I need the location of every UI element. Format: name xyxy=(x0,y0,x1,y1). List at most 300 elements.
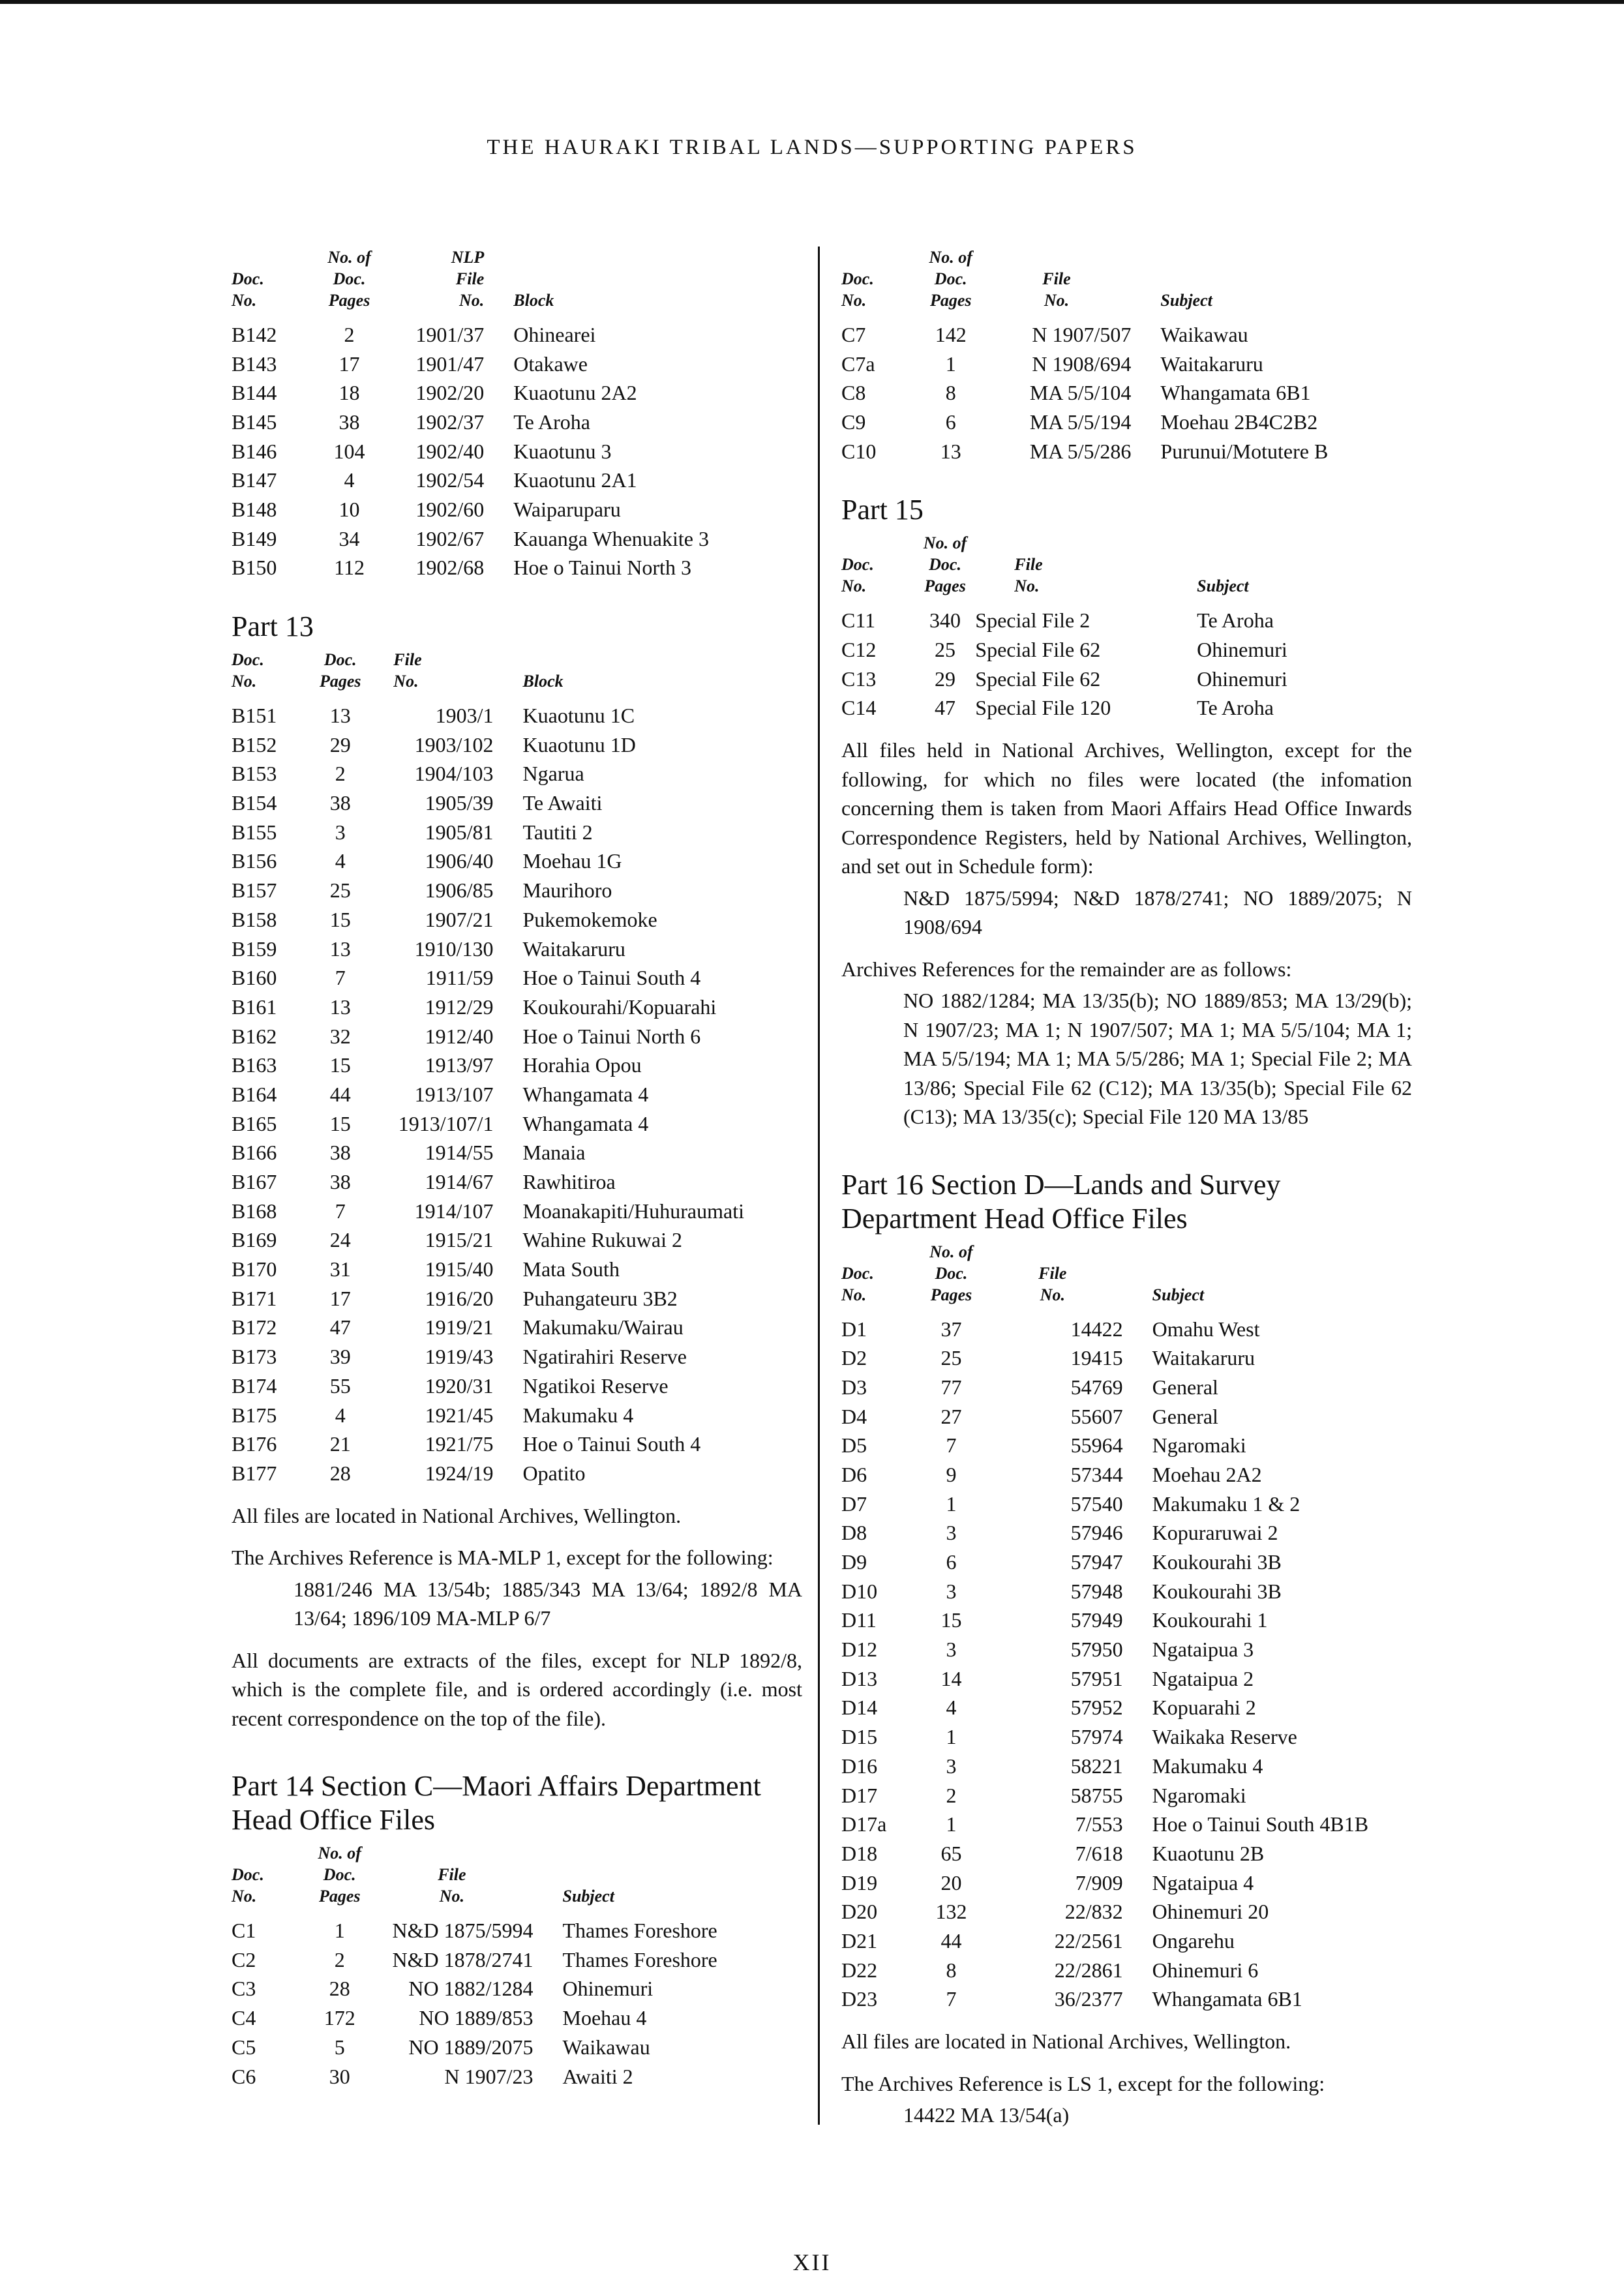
block-cell: Hoe o Tainui North 3 xyxy=(513,556,691,580)
file-no-cell: 57948 xyxy=(1070,1579,1123,1603)
doc-no-cell: B177 xyxy=(232,1461,277,1485)
table-row xyxy=(841,1577,1412,1606)
doc-no-cell: B163 xyxy=(232,1053,277,1077)
file-no-cell: 1916/20 xyxy=(425,1286,494,1310)
file-no-cell: 1905/39 xyxy=(425,791,494,815)
table-row xyxy=(232,963,802,993)
doc-pages-cell: 24 xyxy=(329,1228,351,1252)
doc-no-cell: C3 xyxy=(232,1977,256,2001)
doc-no-cell: D15 xyxy=(841,1725,878,1749)
doc-pages-cell: 30 xyxy=(329,2064,350,2088)
doc-no-cell: D5 xyxy=(841,1433,867,1458)
col-subject: Subject xyxy=(1197,576,1249,596)
table-row xyxy=(841,1548,1412,1577)
file-no-cell: 1906/40 xyxy=(425,849,494,873)
doc-pages-cell: 7 xyxy=(335,1199,346,1223)
doc-pages-cell: 8 xyxy=(945,381,956,405)
doc-pages-cell: 17 xyxy=(338,352,360,376)
doc-no-cell: B150 xyxy=(232,556,277,580)
doc-pages-cell: 39 xyxy=(329,1345,351,1369)
column-divider xyxy=(818,247,820,2125)
part-15-note-1: All files held in National Archives, Wellington, except for the following, for which no files were located (the infomation concerning them is taken from Maori Affairs Head Office Inwards Correspondence Registers, held by National Archives, Wellington, and set out in Schedule form): xyxy=(841,738,1412,878)
file-no-cell: Special File 62 xyxy=(975,637,1101,661)
file-no-cell: 1902/68 xyxy=(415,556,485,580)
col-doc-no: Doc. No. xyxy=(841,1263,874,1304)
table-row xyxy=(232,2033,802,2062)
file-no-cell: 7/909 xyxy=(1075,1870,1123,1894)
file-no-cell: NO 1882/1284 xyxy=(408,1977,534,2001)
block-cell: Purunui/Motutere B xyxy=(1160,439,1329,463)
doc-pages-cell: 37 xyxy=(940,1317,962,1341)
file-no-cell: 7/618 xyxy=(1075,1841,1123,1865)
file-no-cell: 1914/107 xyxy=(414,1199,494,1223)
block-cell: Ngaromaki xyxy=(1152,1433,1246,1458)
block-cell: Koukourahi 1 xyxy=(1152,1608,1268,1632)
block-cell: Moanakapiti/Huhuraumati xyxy=(522,1199,744,1223)
doc-no-cell: D13 xyxy=(841,1666,878,1690)
file-no-cell: MA 5/5/194 xyxy=(1029,410,1132,434)
doc-pages-cell: 38 xyxy=(338,410,360,434)
file-no-cell: 1901/37 xyxy=(415,322,485,346)
part-16-note-1: All files are located in National Archives, Wellington. xyxy=(841,2029,1291,2054)
block-cell: Koukourahi/Kopuarahi xyxy=(522,995,717,1019)
col-file-no: File No. xyxy=(1014,555,1043,596)
block-cell: Ngataipua 3 xyxy=(1152,1638,1254,1662)
table-row xyxy=(232,1080,802,1109)
table-row xyxy=(841,1635,1412,1664)
block-cell: Maurihoro xyxy=(522,878,612,903)
doc-pages-cell: 55 xyxy=(329,1373,351,1398)
block-cell: Awaiti 2 xyxy=(562,2064,633,2088)
doc-no-cell: B172 xyxy=(232,1315,277,1340)
doc-no-cell: C8 xyxy=(841,381,866,405)
table-part-16 xyxy=(841,1241,1412,2014)
doc-no-cell: D23 xyxy=(841,1987,878,2011)
page-number: XII xyxy=(792,2249,832,2275)
col-doc-pages: No. of Doc. Pages xyxy=(923,533,967,596)
table-row xyxy=(232,1313,802,1343)
col-block: Block xyxy=(522,672,564,691)
table-row xyxy=(841,1606,1412,1636)
table-row xyxy=(232,1109,802,1139)
table-row xyxy=(841,665,1412,694)
doc-pages-cell: 4 xyxy=(335,1403,346,1427)
doc-pages-cell: 3 xyxy=(335,820,346,844)
doc-pages-cell: 104 xyxy=(333,439,365,463)
file-no-cell: N 1907/23 xyxy=(444,2064,534,2088)
file-no-cell: 1910/130 xyxy=(414,936,494,961)
doc-no-cell: C4 xyxy=(232,2006,256,2030)
doc-no-cell: B157 xyxy=(232,878,277,903)
table-row xyxy=(232,905,802,935)
doc-pages-cell: 142 xyxy=(935,322,967,346)
table-row xyxy=(232,466,802,495)
doc-no-cell: B169 xyxy=(232,1228,277,1252)
col-doc-pages: No. of Doc. Pages xyxy=(327,248,371,310)
table-row xyxy=(232,408,802,437)
file-no-cell: 1911/59 xyxy=(425,966,494,990)
table-row xyxy=(841,694,1412,723)
col-doc-no: Doc. No. xyxy=(232,650,264,691)
part-15-note-1-list: N&D 1875/5994; N&D 1878/2741; NO 1889/2075; N 1908/694 xyxy=(903,886,1412,939)
doc-pages-cell: 15 xyxy=(940,1608,962,1632)
block-cell: Wahine Rukuwai 2 xyxy=(522,1228,682,1252)
doc-no-cell: C7a xyxy=(841,352,875,376)
doc-pages-cell: 25 xyxy=(935,637,956,661)
block-cell: Puhangateuru 3B2 xyxy=(522,1286,678,1310)
doc-pages-cell: 2 xyxy=(946,1783,957,1807)
doc-pages-cell: 13 xyxy=(329,704,351,728)
col-doc-no: Doc. No. xyxy=(232,1865,264,1906)
block-cell: Kauanga Whenuakite 3 xyxy=(513,526,709,550)
file-no-cell: 19415 xyxy=(1070,1346,1123,1370)
doc-no-cell: B161 xyxy=(232,995,277,1019)
file-no-cell: 1913/107 xyxy=(414,1082,494,1106)
file-no-cell: 7/553 xyxy=(1075,1812,1123,1836)
doc-no-cell: D22 xyxy=(841,1958,878,1982)
col-file-no: File No. xyxy=(1038,1263,1067,1304)
file-no-cell: Special File 2 xyxy=(975,608,1090,633)
doc-pages-cell: 28 xyxy=(329,1461,351,1485)
file-no-cell: Special File 62 xyxy=(975,666,1101,691)
table-row xyxy=(841,1373,1412,1402)
part-13-note-1: All files are located in National Archives, Wellington. xyxy=(232,1503,682,1527)
table-row xyxy=(232,847,802,876)
file-no-cell: 1902/20 xyxy=(415,381,485,405)
doc-no-cell: B173 xyxy=(232,1345,277,1369)
block-cell: Hoe o Tainui North 6 xyxy=(522,1024,701,1048)
doc-no-cell: B146 xyxy=(232,439,277,463)
file-no-cell: 1905/81 xyxy=(425,820,494,844)
file-no-cell: 1912/40 xyxy=(425,1024,494,1048)
doc-no-cell: D18 xyxy=(841,1841,878,1865)
table-row xyxy=(841,1868,1412,1898)
running-head: THE HAURAKI TRIBAL LANDS—SUPPORTING PAPERS xyxy=(487,136,1137,159)
part-15-note-2-list: NO 1882/1284; MA 13/35(b); NO 1889/853; MA 13/29(b); N 1907/23; MA 1; N 1907/507; MA 1; MA 5/5/104; MA 1; MA 5/5/194; MA 1; MA 5/5/286; MA 1; Special File 2; MA 13/86; Special File 62 (C12); MA 13/35(b); Special File 62 (C13); MA 13/35(c); Special File 120 MA 13/85 xyxy=(903,989,1412,1129)
file-no-cell: 58221 xyxy=(1070,1754,1123,1778)
block-cell: Kuaotunu 2B xyxy=(1152,1841,1265,1865)
table-row xyxy=(232,876,802,905)
table-row xyxy=(841,1752,1412,1781)
part-16-note-2-list: 14422 MA 13/54(a) xyxy=(903,2103,1070,2127)
doc-pages-cell: 1 xyxy=(334,1919,345,1943)
block-cell: Ohinemuri xyxy=(562,1977,654,2001)
doc-pages-cell: 47 xyxy=(935,696,956,720)
table-row xyxy=(841,1343,1412,1373)
block-cell: Makumaku 1 & 2 xyxy=(1152,1491,1301,1516)
block-cell: Hoe o Tainui South 4 xyxy=(522,1432,701,1456)
table-part-14 xyxy=(232,1842,802,2091)
doc-no-cell: B166 xyxy=(232,1141,277,1165)
table-row xyxy=(841,437,1412,466)
doc-no-cell: B175 xyxy=(232,1403,277,1427)
file-no-cell: 1902/60 xyxy=(415,497,485,521)
doc-no-cell: D20 xyxy=(841,1900,878,1924)
table-row xyxy=(232,1916,802,1945)
block-cell: Makumaku 4 xyxy=(1152,1754,1263,1778)
doc-no-cell: B170 xyxy=(232,1257,277,1281)
doc-pages-cell: 47 xyxy=(329,1315,351,1340)
left-column xyxy=(232,247,802,2091)
file-no-cell: 22/2561 xyxy=(1054,1928,1123,1953)
table-row xyxy=(841,606,1412,635)
doc-pages-cell: 1 xyxy=(946,1812,957,1836)
doc-no-cell: C1 xyxy=(232,1919,256,1943)
block-cell: Thames Foreshore xyxy=(562,1947,717,1971)
file-no-cell: N 1908/694 xyxy=(1032,352,1132,376)
col-file-no: File No. xyxy=(438,1865,466,1906)
doc-no-cell: D11 xyxy=(841,1608,877,1632)
doc-pages-cell: 18 xyxy=(338,381,360,405)
table-row xyxy=(232,1255,802,1284)
table-row xyxy=(232,1022,802,1051)
file-no-cell: N 1907/507 xyxy=(1032,322,1132,346)
col-doc-pages: Doc. Pages xyxy=(319,650,361,691)
block-cell: Moehau 2A2 xyxy=(1152,1462,1262,1486)
doc-no-cell: B154 xyxy=(232,791,277,815)
block-cell: Koukourahi 3B xyxy=(1152,1550,1282,1574)
table-row xyxy=(232,1342,802,1371)
file-no-cell: 1902/37 xyxy=(415,410,485,434)
block-cell: Moehau 1G xyxy=(522,849,622,873)
doc-no-cell: C10 xyxy=(841,439,877,463)
part-16-heading: Part 16 Section D—Lands and Survey Department Head Office Files xyxy=(841,1168,1281,1235)
block-cell: Opatito xyxy=(522,1461,586,1485)
col-doc-no: Doc. No. xyxy=(841,555,874,596)
doc-no-cell: B149 xyxy=(232,526,277,550)
file-no-cell: 1913/107/1 xyxy=(398,1111,494,1135)
table-row xyxy=(232,378,802,408)
table-row xyxy=(232,1051,802,1080)
file-no-cell: 57946 xyxy=(1070,1521,1123,1545)
file-no-cell: 1919/21 xyxy=(425,1315,494,1340)
table-row xyxy=(841,320,1412,350)
doc-no-cell: D4 xyxy=(841,1404,867,1428)
doc-pages-cell: 13 xyxy=(329,995,351,1019)
table-row xyxy=(232,2062,802,2091)
col-subject: Subject xyxy=(562,1887,614,1906)
block-cell: Te Aroha xyxy=(1197,608,1274,633)
table-part-13 xyxy=(232,649,802,1488)
table-row xyxy=(232,495,802,524)
file-no-cell: 57947 xyxy=(1070,1550,1123,1574)
file-no-cell: 1915/21 xyxy=(425,1228,494,1252)
col-file-no: File No. xyxy=(393,650,422,691)
doc-no-cell: D3 xyxy=(841,1375,867,1399)
doc-no-cell: D7 xyxy=(841,1491,867,1516)
table-row xyxy=(232,554,802,583)
block-cell: Kuaotunu 1C xyxy=(522,704,635,728)
block-cell: Thames Foreshore xyxy=(562,1919,717,1943)
file-no-cell: 1912/29 xyxy=(425,995,494,1019)
doc-no-cell: B165 xyxy=(232,1111,277,1135)
table-row xyxy=(232,1139,802,1168)
doc-no-cell: B147 xyxy=(232,468,277,492)
file-no-cell: 1914/67 xyxy=(425,1170,494,1194)
table-row xyxy=(841,350,1412,379)
part-13-note-2: The Archives Reference is MA-MLP 1, except for the following: xyxy=(232,1546,774,1570)
block-cell: Manaia xyxy=(522,1141,586,1165)
file-no-cell: 1914/55 xyxy=(425,1141,494,1165)
file-no-cell: 57949 xyxy=(1070,1608,1123,1632)
doc-no-cell: B171 xyxy=(232,1286,277,1310)
col-doc-pages: No. of Doc. Pages xyxy=(318,1844,361,1906)
table-row xyxy=(232,1284,802,1313)
doc-pages-cell: 2 xyxy=(335,762,346,786)
doc-pages-cell: 10 xyxy=(338,497,360,521)
doc-no-cell: B152 xyxy=(232,732,277,756)
doc-pages-cell: 5 xyxy=(334,2035,345,2059)
doc-no-cell: B155 xyxy=(232,820,277,844)
doc-no-cell: D1 xyxy=(841,1317,867,1341)
doc-pages-cell: 4 xyxy=(344,468,355,492)
block-cell: Kuaotunu 1D xyxy=(522,732,636,756)
table-row xyxy=(841,1781,1412,1810)
block-cell: Omahu West xyxy=(1152,1317,1260,1341)
doc-pages-cell: 340 xyxy=(929,608,961,633)
col-subject: Subject xyxy=(1160,291,1212,310)
doc-no-cell: B145 xyxy=(232,410,277,434)
doc-no-cell: C5 xyxy=(232,2035,256,2059)
doc-pages-cell: 31 xyxy=(329,1257,351,1281)
block-cell: Waitakaruru xyxy=(1152,1346,1255,1370)
doc-no-cell: B158 xyxy=(232,907,277,931)
block-cell: Ohinearei xyxy=(513,322,596,346)
doc-pages-cell: 44 xyxy=(329,1082,351,1106)
table-row xyxy=(232,437,802,466)
table-row xyxy=(232,524,802,554)
file-no-cell: 36/2377 xyxy=(1054,1987,1123,2011)
file-no-cell: 22/2861 xyxy=(1054,1958,1123,1982)
block-cell: Pukemokemoke xyxy=(522,907,657,931)
doc-pages-cell: 13 xyxy=(940,439,961,463)
block-cell: Makumaku 4 xyxy=(522,1403,634,1427)
table-row xyxy=(841,1315,1412,1344)
file-no-cell: 1919/43 xyxy=(425,1345,494,1369)
doc-pages-cell: 3 xyxy=(946,1579,957,1603)
doc-no-cell: D17 xyxy=(841,1783,878,1807)
block-cell: Whangamata 4 xyxy=(522,1111,649,1135)
doc-no-cell: B148 xyxy=(232,497,277,521)
doc-pages-cell: 7 xyxy=(946,1987,957,2011)
block-cell: Whangamata 6B1 xyxy=(1160,381,1311,405)
doc-no-cell: B142 xyxy=(232,322,277,346)
block-cell: Hoe o Tainui South 4 xyxy=(522,966,701,990)
part-13-note-3: All documents are extracts of the files, except for NLP 1892/8, which is the complete file, and is ordered accordingly (i.e. most recent correspondence on the top of the file). xyxy=(232,1648,802,1730)
file-no-cell: 1921/75 xyxy=(425,1432,494,1456)
doc-no-cell: D8 xyxy=(841,1521,867,1545)
doc-no-cell: B153 xyxy=(232,762,277,786)
file-no-cell: 1902/67 xyxy=(415,526,485,550)
block-cell: General xyxy=(1152,1375,1218,1399)
table-row xyxy=(841,1956,1412,1985)
table-row xyxy=(232,2003,802,2033)
table-row xyxy=(841,1839,1412,1868)
doc-pages-cell: 15 xyxy=(329,1111,351,1135)
doc-pages-cell: 20 xyxy=(940,1870,962,1894)
block-cell: Waiparuparu xyxy=(513,497,621,521)
block-cell: Ngataipua 4 xyxy=(1152,1870,1254,1894)
doc-pages-cell: 8 xyxy=(946,1958,957,1982)
doc-no-cell: D19 xyxy=(841,1870,878,1894)
doc-no-cell: C14 xyxy=(841,696,877,720)
file-no-cell: 22/832 xyxy=(1064,1900,1123,1924)
doc-pages-cell: 65 xyxy=(940,1841,962,1865)
table-row xyxy=(841,1519,1412,1548)
doc-pages-cell: 34 xyxy=(338,526,360,550)
doc-no-cell: D16 xyxy=(841,1754,878,1778)
block-cell: Waitakaruru xyxy=(522,936,625,961)
table-part-15 xyxy=(841,532,1412,723)
doc-pages-cell: 1 xyxy=(946,1725,957,1749)
file-no-cell: 58755 xyxy=(1070,1783,1123,1807)
doc-pages-cell: 2 xyxy=(344,322,355,346)
file-no-cell: 1921/45 xyxy=(425,1403,494,1427)
file-no-cell: N&D 1875/5994 xyxy=(392,1919,534,1943)
part-15-note-2: Archives References for the remainder are as follows: xyxy=(841,957,1292,981)
doc-no-cell: D21 xyxy=(841,1928,878,1953)
file-no-cell: 1902/54 xyxy=(415,468,485,492)
doc-pages-cell: 32 xyxy=(329,1024,351,1048)
doc-pages-cell: 6 xyxy=(945,410,956,434)
col-file-no: NLP File No. xyxy=(451,248,485,310)
col-block: Block xyxy=(513,291,554,310)
table-row xyxy=(841,1985,1412,2014)
doc-pages-cell: 38 xyxy=(329,1170,351,1194)
file-no-cell: 55607 xyxy=(1070,1404,1123,1428)
block-cell: Kuaotunu 2A1 xyxy=(513,468,637,492)
doc-pages-cell: 38 xyxy=(329,1141,351,1165)
part-14-heading: Part 14 Section C—Maori Affairs Department Head Office Files xyxy=(232,1770,761,1836)
doc-no-cell: B176 xyxy=(232,1432,277,1456)
block-cell: Ngatirahiri Reserve xyxy=(522,1345,687,1369)
block-cell: Te Aroha xyxy=(1197,696,1274,720)
doc-pages-cell: 29 xyxy=(935,666,956,691)
doc-no-cell: B151 xyxy=(232,704,277,728)
table-row xyxy=(841,1897,1412,1926)
file-no-cell: 1901/47 xyxy=(415,352,485,376)
block-cell: Ngatikoi Reserve xyxy=(522,1373,669,1398)
table-row xyxy=(232,730,802,760)
col-doc-no: Doc. No. xyxy=(232,269,264,310)
doc-no-cell: C11 xyxy=(841,608,876,633)
doc-pages-cell: 13 xyxy=(329,936,351,961)
doc-no-cell: B159 xyxy=(232,936,277,961)
block-cell: General xyxy=(1152,1404,1218,1428)
doc-no-cell: D6 xyxy=(841,1462,867,1486)
table-row xyxy=(841,1490,1412,1519)
doc-no-cell: D17a xyxy=(841,1812,887,1836)
file-no-cell: 57540 xyxy=(1070,1491,1123,1516)
doc-pages-cell: 14 xyxy=(940,1666,962,1690)
block-cell: Te Awaiti xyxy=(522,791,603,815)
table-row xyxy=(232,760,802,789)
table-row xyxy=(232,1430,802,1459)
doc-no-cell: C2 xyxy=(232,1947,256,1971)
doc-pages-cell: 6 xyxy=(946,1550,957,1574)
doc-pages-cell: 1 xyxy=(945,352,956,376)
file-no-cell: N&D 1878/2741 xyxy=(392,1947,534,1971)
block-cell: Kuaotunu 2A2 xyxy=(513,381,637,405)
col-subject: Subject xyxy=(1152,1285,1205,1304)
file-no-cell: 57950 xyxy=(1070,1638,1123,1662)
file-no-cell: 1924/19 xyxy=(425,1461,494,1485)
block-cell: Te Aroha xyxy=(513,410,590,434)
table-row xyxy=(841,1664,1412,1694)
table-row xyxy=(232,1975,802,2004)
doc-no-cell: B143 xyxy=(232,352,277,376)
table-row xyxy=(232,1459,802,1488)
